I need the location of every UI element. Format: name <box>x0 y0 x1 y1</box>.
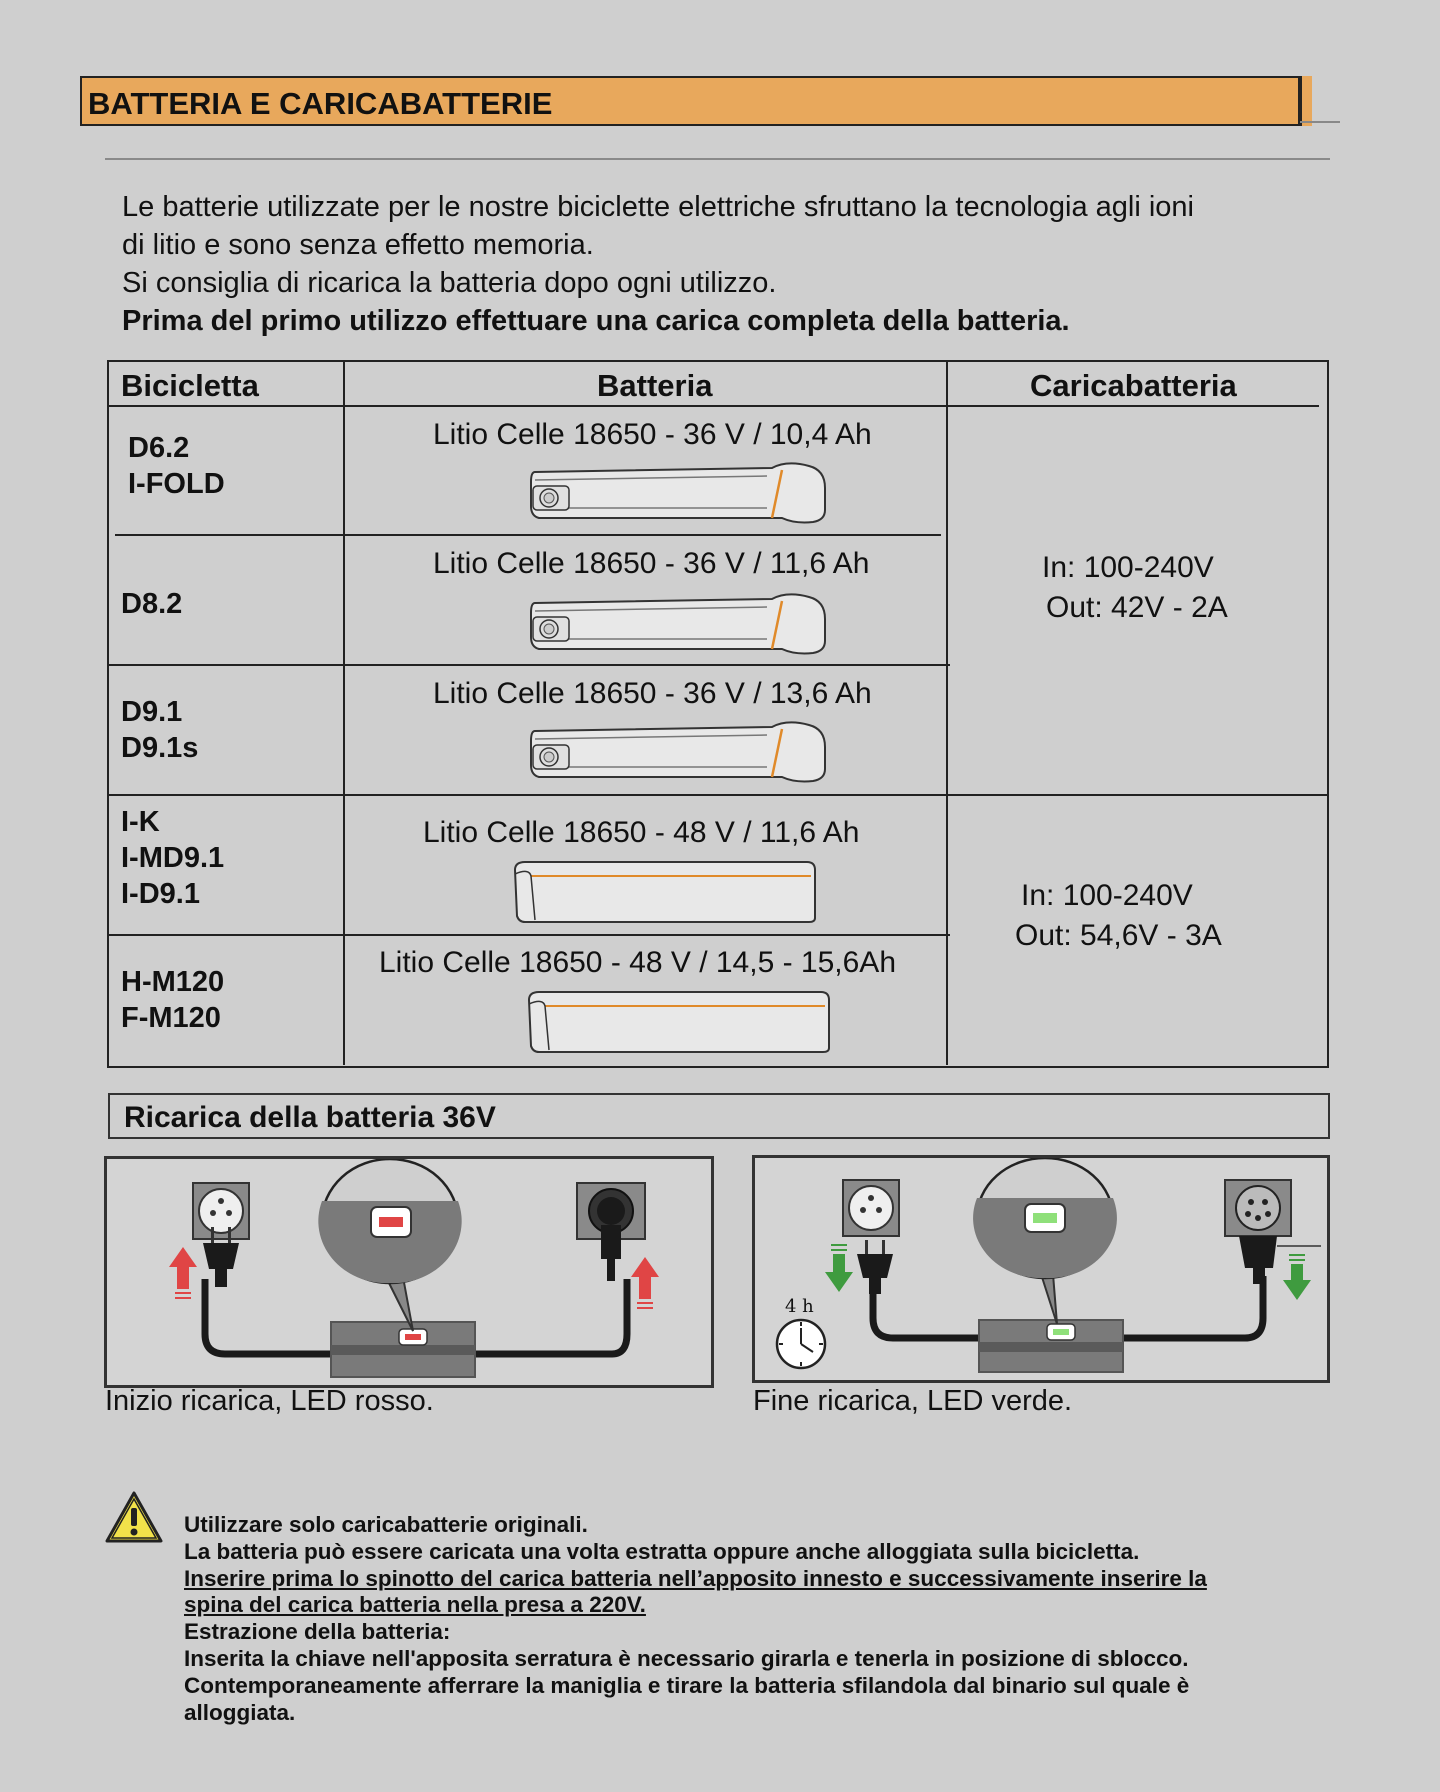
clock-icon <box>777 1320 825 1368</box>
battery-spec-row3: Litio Celle 18650 - 36 V / 13,6 Ah <box>433 677 872 710</box>
battery-48v-icon <box>511 858 821 926</box>
header-bicicletta: Bicicletta <box>121 368 259 403</box>
battery-36v-icon <box>527 589 832 657</box>
warning-line: La batteria può essere caricata una volta estratta oppure anche alloggiata sulla bicicletta. <box>184 1538 1140 1564</box>
warning-line: Inserita la chiave nell'apposita serratura è necessario girarla e tenerla in posizione di sblocco. <box>184 1645 1189 1671</box>
section-header <box>80 76 1300 126</box>
charger-brick-icon <box>979 1320 1123 1372</box>
battery-spec-row1: Litio Celle 18650 - 36 V / 10,4 Ah <box>433 418 872 451</box>
battery-spec-row5: Litio Celle 18650 - 48 V / 14,5 - 15,6Ah <box>379 946 897 979</box>
bike-models-row5: H-M120 F-M120 <box>121 966 225 1034</box>
battery-spec-table <box>107 360 1329 1068</box>
battery-spec-row2: Litio Celle 18650 - 36 V / 11,6 Ah <box>433 547 870 580</box>
bike-models-row4: I-K I-MD9.1 I-D9.1 <box>121 806 225 910</box>
charging-end-diagram <box>752 1155 1330 1383</box>
table-row-line <box>107 794 1329 796</box>
charger-port-icon <box>1225 1180 1321 1284</box>
divider <box>105 158 1330 160</box>
arrow-down-icon <box>1283 1254 1311 1300</box>
warning-notes <box>184 1512 1324 1726</box>
header-batteria: Batteria <box>597 368 713 403</box>
warning-line-underlined: spina del carica batteria nella presa a 220V. <box>184 1592 646 1618</box>
charging-section-header <box>108 1093 1330 1139</box>
bike-models-row3: D9.1 D9.1s <box>121 696 199 764</box>
led-zoom-icon <box>973 1158 1117 1324</box>
bike-models-row2: D8.2 <box>121 588 183 620</box>
battery-spec-row4: Litio Celle 18650 - 48 V / 11,6 Ah <box>423 816 860 849</box>
battery-36v-icon <box>527 717 832 785</box>
warning-line: Contemporaneamente afferrare la maniglia e tirare la batteria sfilandola dal binario sul quale è <box>184 1672 1190 1698</box>
intro-line: Si consiglia di ricarica la batteria dopo ogni utilizzo. <box>122 267 777 299</box>
arrow-down-icon <box>825 1244 853 1292</box>
table-header-line <box>107 405 1319 407</box>
charging-section-title: Ricarica della batteria 36V <box>124 1101 496 1134</box>
table-border-top <box>107 360 1329 362</box>
table-border-bottom <box>107 1066 1329 1068</box>
table-col-divider <box>343 360 345 1065</box>
led-zoom-icon <box>318 1159 461 1331</box>
battery-48v-icon <box>525 988 835 1056</box>
warning-line-underlined: Inserire prima lo spinotto del carica batteria nell’apposito innesto e successivamente inserire la <box>184 1565 1207 1591</box>
charger-48v-spec: In: 100-240V Out: 54,6V - 3A <box>1015 879 1222 952</box>
arrow-up-icon <box>631 1257 659 1309</box>
charging-start-caption: Inizio ricarica, LED rosso. <box>105 1385 434 1417</box>
charging-start-diagram <box>104 1156 714 1388</box>
battery-36v-icon <box>527 458 832 526</box>
timer-label: 4 h <box>785 1296 814 1317</box>
charger-36v-spec: In: 100-240V Out: 42V - 2A <box>1042 551 1228 624</box>
table-row-line <box>107 934 950 936</box>
charger-brick-icon <box>331 1322 475 1377</box>
header-caricabatteria: Caricabatteria <box>1030 368 1237 403</box>
warning-icon <box>104 1490 164 1544</box>
intro-warning-line: Prima del primo utilizzo effettuare una carica completa della batteria. <box>122 305 1070 337</box>
wall-socket-icon <box>843 1180 899 1236</box>
warning-line: Utilizzare solo caricabatterie originali. <box>184 1512 588 1537</box>
arrow-up-icon <box>169 1247 197 1299</box>
wall-socket-icon <box>193 1183 249 1239</box>
page-title: BATTERIA E CARICABATTERIE <box>88 86 553 121</box>
bike-models-row1: D6.2 I-FOLD <box>128 432 225 500</box>
intro-line: Le batterie utilizzate per le nostre biciclette elettriche sfruttano la tecnologia agli ioni <box>122 191 1194 223</box>
table-border-right <box>1327 360 1329 1068</box>
charging-end-illustration <box>755 1158 1327 1380</box>
charging-end-caption: Fine ricarica, LED verde. <box>753 1385 1073 1417</box>
table-col-divider <box>946 360 948 1065</box>
charger-port-icon <box>577 1183 645 1281</box>
intro-text <box>122 188 1322 340</box>
header-underline <box>1300 121 1340 123</box>
warning-line: alloggiata. <box>184 1699 296 1725</box>
plug-icon <box>857 1240 893 1294</box>
header-accent <box>1300 76 1312 126</box>
charging-start-illustration <box>107 1159 711 1385</box>
table-row-line <box>107 664 950 666</box>
warning-line: Estrazione della batteria: <box>184 1619 451 1645</box>
intro-line: di litio e sono senza effetto memoria. <box>122 229 594 261</box>
table-row-line <box>115 534 941 536</box>
table-border-left <box>107 360 109 1068</box>
